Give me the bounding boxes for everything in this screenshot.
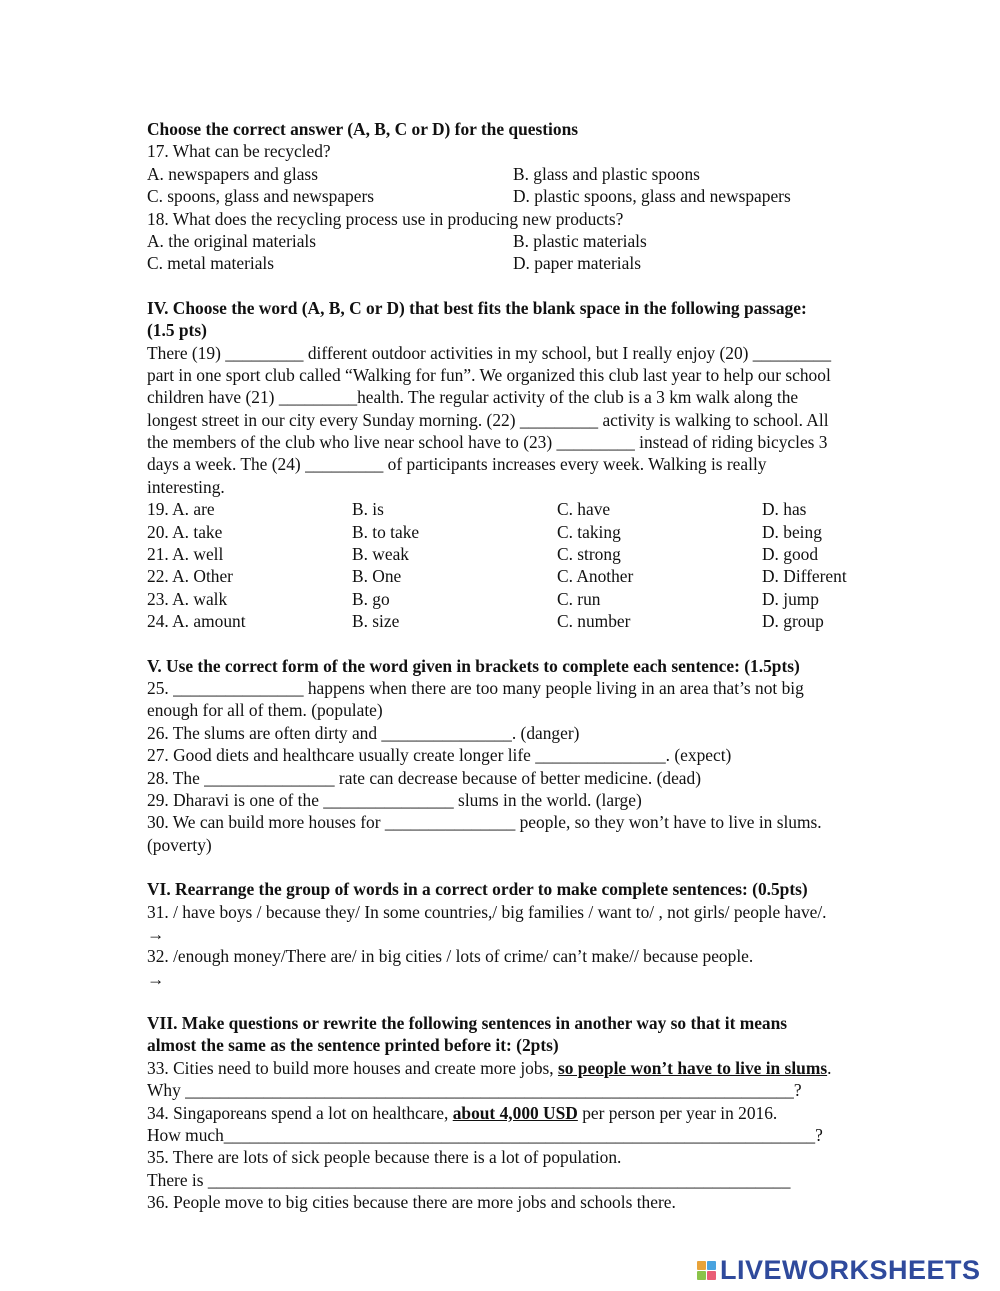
options-row: [147, 185, 927, 207]
option-c[interactable]: C. have: [557, 499, 611, 520]
section-heading: Choose the correct answer (A, B, C or D) for the questions: [147, 119, 579, 139]
option-c[interactable]: C. number: [557, 611, 631, 632]
option-b[interactable]: B. glass and plastic spoons: [513, 163, 700, 184]
options-row: [147, 163, 927, 185]
answer-arrow[interactable]: →: [147, 923, 165, 944]
options-row: [147, 565, 927, 587]
option-a[interactable]: 22. A. Other: [147, 566, 233, 587]
passage-line: part in one sport club called “Walking for fun”. We organized this club last year to help our school: [147, 364, 831, 385]
liveworksheets-logo: [697, 1252, 981, 1288]
option-c[interactable]: C. Another: [557, 566, 634, 587]
option-d[interactable]: D. paper materials: [513, 253, 641, 274]
passage-line: days a week. The (24) _________ of participants increases every week. Walking is really: [147, 454, 767, 475]
options-row: [147, 230, 927, 252]
word-form-line: enough for all of them. (populate): [147, 700, 383, 721]
option-c[interactable]: C. strong: [557, 544, 621, 565]
options-row: [147, 521, 927, 543]
option-a[interactable]: A. the original materials: [147, 230, 317, 251]
option-d[interactable]: D. has: [762, 499, 807, 520]
question-31: 31. / have boys / because they/ In some countries,/ big families / want to/ , not girls/ people have/.: [147, 901, 827, 922]
options-row: [147, 543, 927, 565]
word-form-line[interactable]: 25. _______________ happens when there are too many people living in an area that’s not big: [147, 677, 804, 698]
options-row: [147, 588, 927, 610]
answer-line-35[interactable]: There is ___________________________________________________________________: [147, 1169, 791, 1190]
option-c[interactable]: C. spoons, glass and newspapers: [147, 186, 375, 207]
options-row: [147, 610, 927, 632]
emphasis-underline: so people won’t have to live in slums: [558, 1057, 828, 1078]
option-d[interactable]: D. good: [762, 544, 819, 565]
option-b[interactable]: B. One: [352, 566, 402, 587]
word-form-line[interactable]: 27. Good diets and healthcare usually create longer life _______________. (expect): [147, 745, 732, 766]
section-heading: IV. Choose the word (A, B, C or D) that best fits the blank space in the following passage:: [147, 297, 807, 318]
option-b[interactable]: B. weak: [352, 544, 409, 565]
word-form-line[interactable]: 29. Dharavi is one of the _______________ slums in the world. (large): [147, 789, 642, 810]
question-32: 32. /enough money/There are/ in big cities / lots of crime/ can’t make// because people.: [147, 946, 754, 967]
option-b[interactable]: B. size: [352, 611, 400, 632]
options-row: [147, 498, 927, 520]
question-17: 17. What can be recycled?: [147, 141, 331, 162]
option-c[interactable]: C. metal materials: [147, 253, 275, 274]
option-a[interactable]: 23. A. walk: [147, 588, 228, 609]
options-row: [147, 252, 927, 274]
option-d[interactable]: D. group: [762, 611, 824, 632]
passage-line: longest street in our city every Sunday morning. (22) _________ activity is walking to school. All: [147, 409, 829, 430]
section-heading: V. Use the correct form of the word given in brackets to complete each sentence: (1.5pts): [147, 655, 800, 676]
worksheet-page: [147, 118, 927, 1214]
word-form-line: (poverty): [147, 834, 212, 855]
passage-line: children have (21) _________health. The regular activity of the club is a 3 km walk along the: [147, 387, 799, 408]
question-33: 33. Cities need to build more houses and create more jobs, so people won’t have to live in slums.: [147, 1057, 832, 1078]
option-d[interactable]: D. jump: [762, 588, 820, 609]
option-b[interactable]: B. is: [352, 499, 384, 520]
word-form-line[interactable]: 28. The _______________ rate can decrease because of better medicine. (dead): [147, 767, 702, 788]
option-d[interactable]: D. plastic spoons, glass and newspapers: [513, 186, 791, 207]
word-form-line[interactable]: 30. We can build more houses for _______________ people, so they won’t have to live in slums.: [147, 812, 822, 833]
answer-arrow[interactable]: →: [147, 968, 165, 989]
option-b[interactable]: B. plastic materials: [513, 230, 647, 251]
logo-text: LIVEWORKSHEETS: [720, 1254, 981, 1285]
question-36: 36. People move to big cities because there are more jobs and schools there.: [147, 1192, 676, 1213]
option-a[interactable]: 21. A. well: [147, 544, 224, 565]
passage-line: the members of the club who live near school have to (23) _________ instead of riding bicycles 3: [147, 432, 828, 453]
question-35: 35. There are lots of sick people because there is a lot of population.: [147, 1147, 622, 1168]
section-heading-points: (1.5 pts): [147, 320, 207, 341]
section-heading: VI. Rearrange the group of words in a correct order to make complete sentences: (0.5pts): [147, 879, 808, 900]
option-d[interactable]: D. being: [762, 521, 822, 542]
option-c[interactable]: C. taking: [557, 521, 621, 542]
passage-line: There (19) _________ different outdoor activities in my school, but I really enjoy (20) _________: [147, 342, 832, 363]
section-heading: almost the same as the sentence printed before it: (2pts): [147, 1035, 559, 1056]
option-d[interactable]: D. Different: [762, 566, 847, 587]
passage-line: interesting.: [147, 476, 225, 497]
option-a[interactable]: 24. A. amount: [147, 611, 246, 632]
answer-line-34[interactable]: How much____________________________________________________________________?: [147, 1125, 823, 1146]
question-18: 18. What does the recycling process use in producing new products?: [147, 208, 624, 229]
option-a[interactable]: 19. A. are: [147, 499, 215, 520]
question-34: 34. Singaporeans spend a lot on healthcare, about 4,000 USD per person per year in 2016.: [147, 1102, 778, 1123]
option-b[interactable]: B. go: [352, 588, 390, 609]
option-b[interactable]: B. to take: [352, 521, 420, 542]
emphasis-underline: about 4,000 USD: [452, 1102, 578, 1123]
option-c[interactable]: C. run: [557, 588, 601, 609]
answer-line-33[interactable]: Why ______________________________________________________________________?: [147, 1080, 802, 1101]
logo-badge-icon: [697, 1261, 716, 1280]
word-form-line[interactable]: 26. The slums are often dirty and _______________. (danger): [147, 722, 580, 743]
option-a[interactable]: A. newspapers and glass: [147, 163, 318, 184]
option-a[interactable]: 20. A. take: [147, 521, 223, 542]
section-heading: VII. Make questions or rewrite the following sentences in another way so that it means: [147, 1013, 788, 1034]
